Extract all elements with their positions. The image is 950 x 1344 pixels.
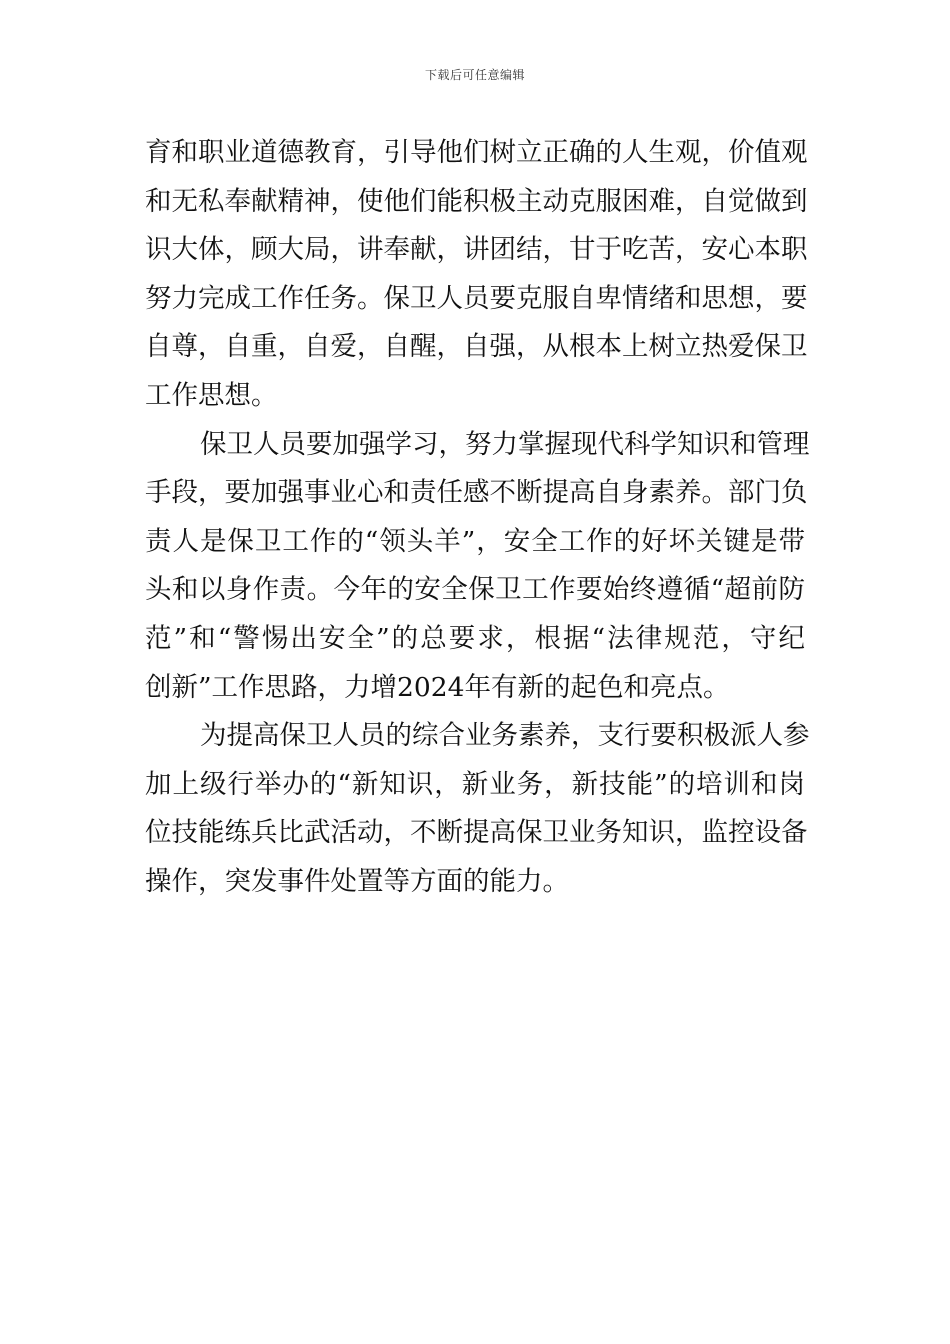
text-line: 自尊，自重，自爱，自醒，自强，从根本上树立热爱保卫 xyxy=(145,331,808,363)
text-line: 范”和“警惕出安全”的总要求，根据“法律规范，守纪 xyxy=(145,622,805,654)
paragraph-2 xyxy=(145,421,810,713)
text-line: 努力完成工作任务。保卫人员要克服自卑情绪和思想，要 xyxy=(145,282,808,314)
text-line: 创新”工作思路，力增2024年有新的起色和亮点。 xyxy=(145,671,730,703)
text-line: 和无私奉献精神，使他们能积极主动克服困难，自觉做到 xyxy=(145,185,808,217)
text-line: 识大体，顾大局，讲奉献，讲团结，甘于吃苦，安心本职 xyxy=(145,234,808,266)
text-line: 工作思想。 xyxy=(145,379,278,411)
document-body xyxy=(145,129,810,907)
text-line: 位技能练兵比武活动，不断提高保卫业务知识，监控设备 xyxy=(145,817,808,849)
text-line: 责人是保卫工作的“领头羊”，安全工作的好坏关键是带 xyxy=(145,525,805,557)
text-line: 保卫人员要加强学习，努力掌握现代科学知识和管理 xyxy=(200,428,810,460)
text-line: 头和以身作责。今年的安全保卫工作要始终遵循“超前防 xyxy=(145,574,805,606)
text-line: 手段，要加强事业心和责任感不断提高自身素养。部门负 xyxy=(145,477,808,509)
text-line: 操作，突发事件处置等方面的能力。 xyxy=(145,865,569,897)
text-line: 加上级行举办的“新知识，新业务，新技能”的培训和岗 xyxy=(145,768,805,800)
text-line: 为提高保卫人员的综合业务素养，支行要积极派人参 xyxy=(200,720,810,752)
paragraph-3 xyxy=(145,712,810,906)
text-line: 育和职业道德教育，引导他们树立正确的人生观，价值观 xyxy=(145,137,808,168)
paragraph-1 xyxy=(145,129,808,421)
page-header: 下载后可任意编辑 xyxy=(424,68,525,82)
